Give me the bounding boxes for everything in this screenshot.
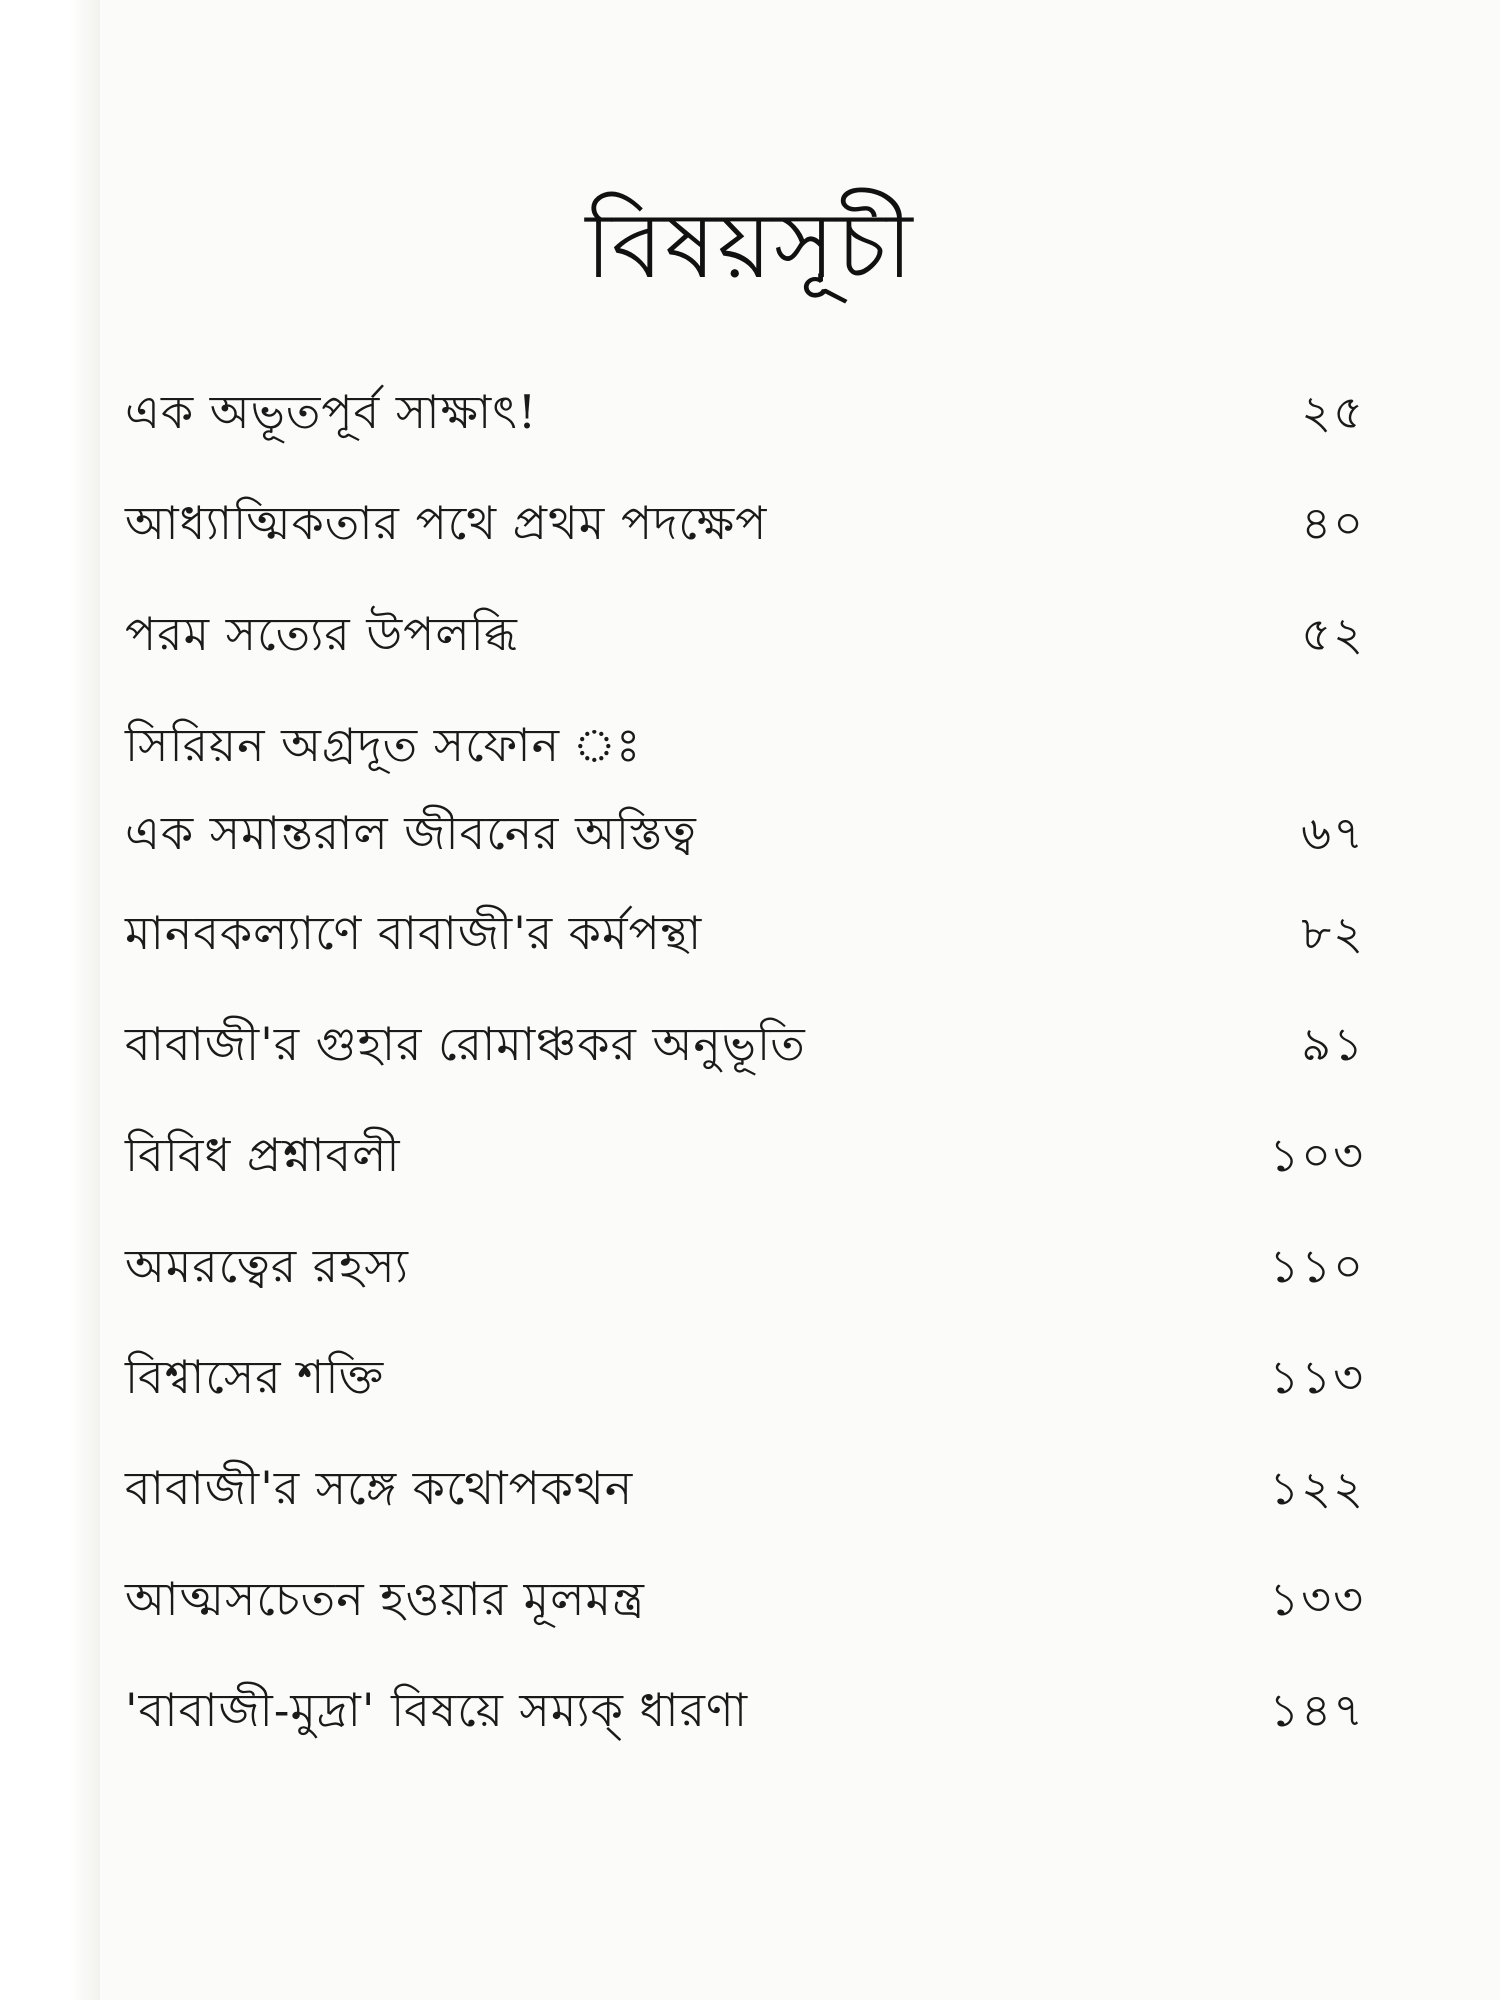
toc-entry-title: বাবাজী'র সঙ্গে কথোপকথন [125,1461,634,1515]
toc-entry [125,1680,1365,1791]
toc-entry [125,493,1365,604]
toc-entry-title: আধ্যাত্মিকতার পথে প্রথম পদক্ষেপ [125,496,768,550]
toc-entry [125,1236,1365,1347]
toc-entry-page: ১১৩ [1269,1350,1365,1404]
toc-entry-page: ৯১ [1301,1017,1365,1071]
toc-entry [125,803,1365,903]
toc-entry-title: সিরিয়ন অগ্রদূত সফোন ঃ [125,718,642,772]
toc-entry-page: ৮২ [1301,906,1365,960]
toc-entry-title: পরম সত্যের উপলব্ধি [125,607,518,661]
toc-entry-title: অমরত্বের রহস্য [125,1239,410,1293]
toc-entry [125,1347,1365,1458]
toc-entry [125,903,1365,1014]
toc-entry-page: ৬৭ [1301,806,1365,860]
toc-entry-page: ১১০ [1269,1239,1365,1293]
toc-entry [125,604,1365,715]
page-title: বিষয়সূচী [585,191,915,299]
toc-entry-page: ১৩৩ [1269,1572,1365,1626]
toc-entry-page: ১০৩ [1269,1128,1365,1182]
toc-entry-title: বাবাজী'র গুহার রোমাঞ্চকর অনুভূতি [125,1017,806,1071]
toc-entry [125,1125,1365,1236]
toc-entry-page: ৪০ [1301,496,1365,550]
toc-entry-title: এক সমান্তরাল জীবনের অস্তিত্ব [125,806,697,860]
toc-entry-page: ১৪৭ [1269,1683,1365,1737]
toc-entry-title: মানবকল্যাণে বাবাজী'র কর্মপন্থা [125,906,703,960]
toc-entry [125,382,1365,493]
toc-entry [125,1569,1365,1680]
toc-entry-page: ৫২ [1301,607,1365,661]
toc-entry [125,1014,1365,1125]
toc-entry-title: বিবিধ প্রশ্নাবলী [125,1128,401,1182]
toc-entry-page: ১২২ [1269,1461,1365,1515]
toc-entry-title: 'বাবাজী-মুদ্রা' বিষয়ে সম্যক্ ধারণা [125,1683,749,1737]
toc-entry-title: আত্মসচেতন হওয়ার মূলমন্ত্র [125,1572,645,1626]
toc-entry-page: ২৫ [1301,385,1365,439]
toc-entry [125,1458,1365,1569]
toc-entry-title: এক অভূতপূর্ব সাক্ষাৎ! [125,385,538,439]
toc-entry [125,715,1365,803]
table-of-contents [125,382,1365,1791]
toc-entry-title: বিশ্বাসের শক্তি [125,1350,385,1404]
